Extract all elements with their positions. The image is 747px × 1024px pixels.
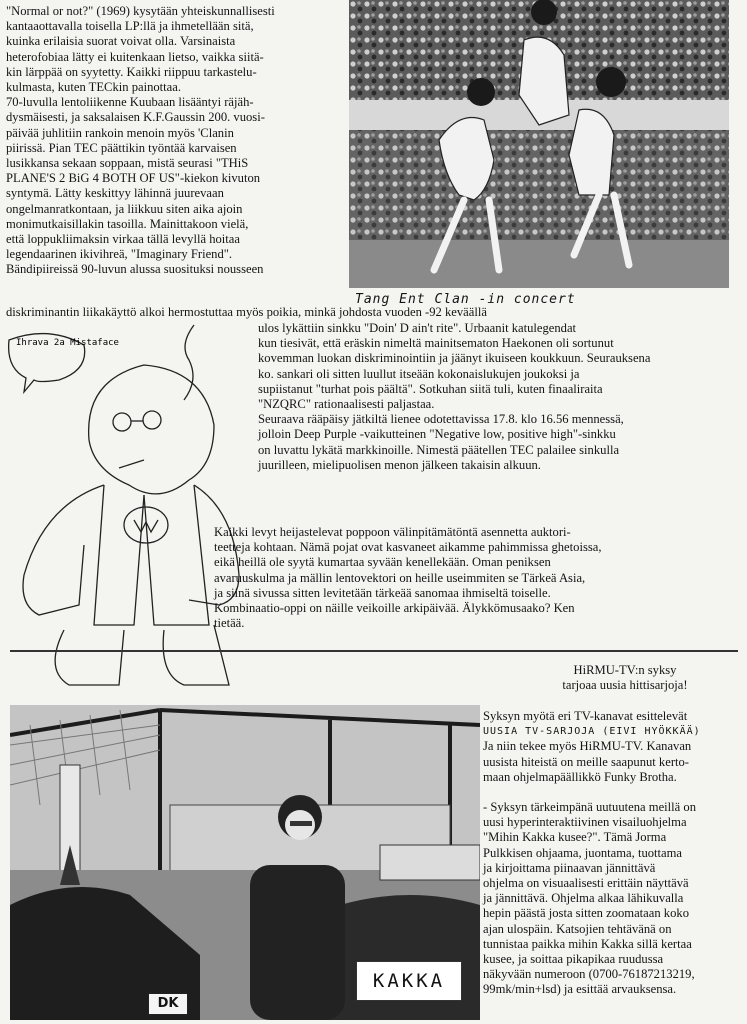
concert-photo-image	[349, 0, 729, 288]
text-line: lusikkansa sekaan soppaan, mistä seurasi "THiS	[6, 156, 249, 171]
text-line: 70-luvulla lentoliikenne Kuubaan lisääntyi räjäh-	[6, 95, 254, 110]
plate-label	[148, 993, 188, 1015]
kakka-label	[356, 961, 462, 1001]
intro-text-wide	[6, 305, 646, 320]
text-line: jolloin Deep Purple -vaikutteinen "Negative low, positive high"-sinkku	[258, 427, 616, 442]
heading-line: HiRMU-TV:n syksy	[573, 663, 677, 677]
text-line: legendaarinen ikivihreä, "Imaginary Friend".	[6, 247, 233, 262]
text-line: kusee, ja soittaa pikapikaa ruudussa	[483, 952, 664, 967]
text-line: maan ohjelmapäällikkö Funky Brotha.	[483, 769, 677, 784]
kakka-label-text: KAKKA	[372, 970, 446, 992]
text-line: ja siinä sivussa sitten levitetään tärkeää sanomaa ihmiseltä toiselle.	[214, 585, 551, 600]
text-line: päivää juhlitiin rankoin menoin myös 'Clanin	[6, 125, 234, 140]
text-line: että loppukliimaksin virkaa tällä levyllä hoitaa	[6, 232, 240, 247]
text-line: kun tiesivät, että eräskin nimeltä mainitsematon Haekonen oli sortunut	[258, 336, 614, 351]
text-line: Pulkkisen ohjaama, juontama, tuottama	[483, 845, 683, 860]
text-line: ja jännittävä. Ohjelma alkaa lähikuvalla	[483, 891, 684, 906]
text-line: ajan ulospäin. Katsojien tehtävänä on	[483, 921, 672, 936]
kaikki-text	[214, 525, 744, 631]
text-line: eikä heillä ole syytä kumartaa syvään kenellekään. Oman peniksen	[214, 555, 551, 570]
intro-text	[6, 4, 351, 278]
text-line: monimutkaisillakin tasoilla. Mainittakoon vielä,	[6, 216, 249, 231]
text-line: ja kirjoittama piinaavan jännittävä	[483, 860, 656, 875]
text-line: Kombinaatio-oppi on näille veikoille arkipäivää. Älykkömusaako? Ken	[214, 601, 575, 616]
text-line: Syksyn myötä eri TV-kanavat esittelevät	[483, 709, 688, 723]
text-line: kovemman luokan diskriminointiin ja jäänyt ikuiseen koukkuun. Seurauksena	[258, 351, 651, 366]
text-line: "Normal or not?" (1969) kysytään yhteiskunnallisesti	[6, 4, 275, 18]
speech-bubble-text: Ihrava 2a Mistaface	[16, 338, 119, 348]
text-line: Ja niin tekee myös HiRMU-TV. Kanavan	[483, 739, 692, 754]
text-line: - Syksyn tärkeimpänä uutuutena meillä on	[483, 800, 696, 814]
text-line: dysmäisesti, ja saksalaisen K.F.Gaussin 200. vuosi-	[6, 110, 265, 125]
sketch-figure	[4, 320, 254, 700]
text-line: Bändipiireissä 90-luvun alussa suosituksi nousseen	[6, 262, 264, 277]
concert-caption: Tang Ent Clan -in concert	[355, 292, 576, 307]
text-line: kantaaottavalla toisella LP:llä ja ihmetellään sitä,	[6, 19, 254, 34]
text-line: heterofobiaa lätty ei kuitenkaan lietso, vaikka siitä-	[6, 49, 264, 64]
handwritten-line: UUSIA TV-SARJOJA (EIVI HYÖKKÄÄ)	[483, 726, 701, 738]
text-line: teetteja kohtaan. Nämä pojat ovat kasvaneet aikamme pahimmissa ghetoissa,	[214, 540, 602, 555]
text-line: piirissä. Pian TEC päättikin työntää karvaisen	[6, 140, 237, 155]
text-line: ohjelma on visuaalisesti erittäin näyttävä	[483, 876, 689, 891]
divider-line	[10, 650, 738, 652]
hirmu-heading	[520, 663, 730, 693]
text-line: kuinka erilaisia suorat voivat olla. Varsinaista	[6, 34, 236, 49]
hirmu-body-2	[483, 800, 745, 998]
text-line: tunnistaa paikka mihin Kakka sillä kertaa	[483, 936, 692, 951]
text-line: uusi hyperinteraktiivinen visailuohjelma	[483, 815, 687, 830]
text-line: 99mk/min+lsd) ja esittää arvauksensa.	[483, 982, 677, 997]
heading-line: tarjoaa uusia hittisarjoja!	[562, 678, 688, 693]
text-line: supiistanut "turhat pois päältä". Sotkuhan siitä tuli, kuten finaaliraita	[258, 381, 603, 396]
plate-label-text: DK	[157, 996, 179, 1011]
hirmu-body-1	[483, 709, 743, 785]
text-line: "NZQRC" rationaalisesti paljastaa.	[258, 397, 435, 412]
text-line: näkyvään numeroon (0700-76187213219,	[483, 967, 695, 982]
text-line: hepin päästä josta sitten zoomataan koko	[483, 906, 689, 921]
text-line: "Mihin Kakka kusee?". Tämä Jorma	[483, 830, 667, 845]
text-line: diskriminantin liikakäyttö alkoi hermostuttaa myös poikia, minkä johdosta vuoden -92 keväällä	[6, 305, 487, 319]
middle-text	[258, 321, 746, 473]
text-line: ko. sankari oli sitten luullut itseään kokonaislukujen joukoksi ja	[258, 366, 580, 381]
text-line: juurilleen, mielipuolisen menon jälkeen takaisin alkuun.	[258, 457, 541, 472]
text-line: tietää.	[214, 616, 245, 631]
text-line: Kaikki levyt heijastelevat poppoon välinpitämätöntä asennetta auktori-	[214, 525, 571, 539]
text-line: on luvattu lykätä markkinoille. Nimestä päätellen TEC palailee sinkulla	[258, 442, 620, 457]
text-line: avaruuskulma ja mällin lentovektori on heille useimmiten se Tärkeä Asia,	[214, 570, 586, 585]
text-line: Seuraava rääpäisy jätkiltä lienee odotettavissa 17.8. klo 16.56 mennessä,	[258, 412, 624, 427]
text-line: kin lärppää on syytetty. Kaikki riippuu tarkastelu-	[6, 64, 257, 79]
text-line: ongelmanratkontaan, ja liikkuu siten aika ajoin	[6, 201, 243, 216]
text-line: PLANE'S 2 BiG 4 BOTH OF US"-kiekon kivuton	[6, 171, 261, 186]
text-line: ulos lykättiin sinkku "Doin' D ain't rite". Urbaanit katulegendat	[258, 321, 577, 335]
text-line: kulmasta, kuten TECkin painottaa.	[6, 80, 181, 95]
text-line: uusista hiteistä on meille saapunut kerto-	[483, 754, 690, 769]
concert-photo	[349, 0, 729, 288]
sketch-drawing	[4, 320, 254, 700]
text-line: syntymä. Lätty keskittyy lähinnä juurevaan	[6, 186, 224, 201]
